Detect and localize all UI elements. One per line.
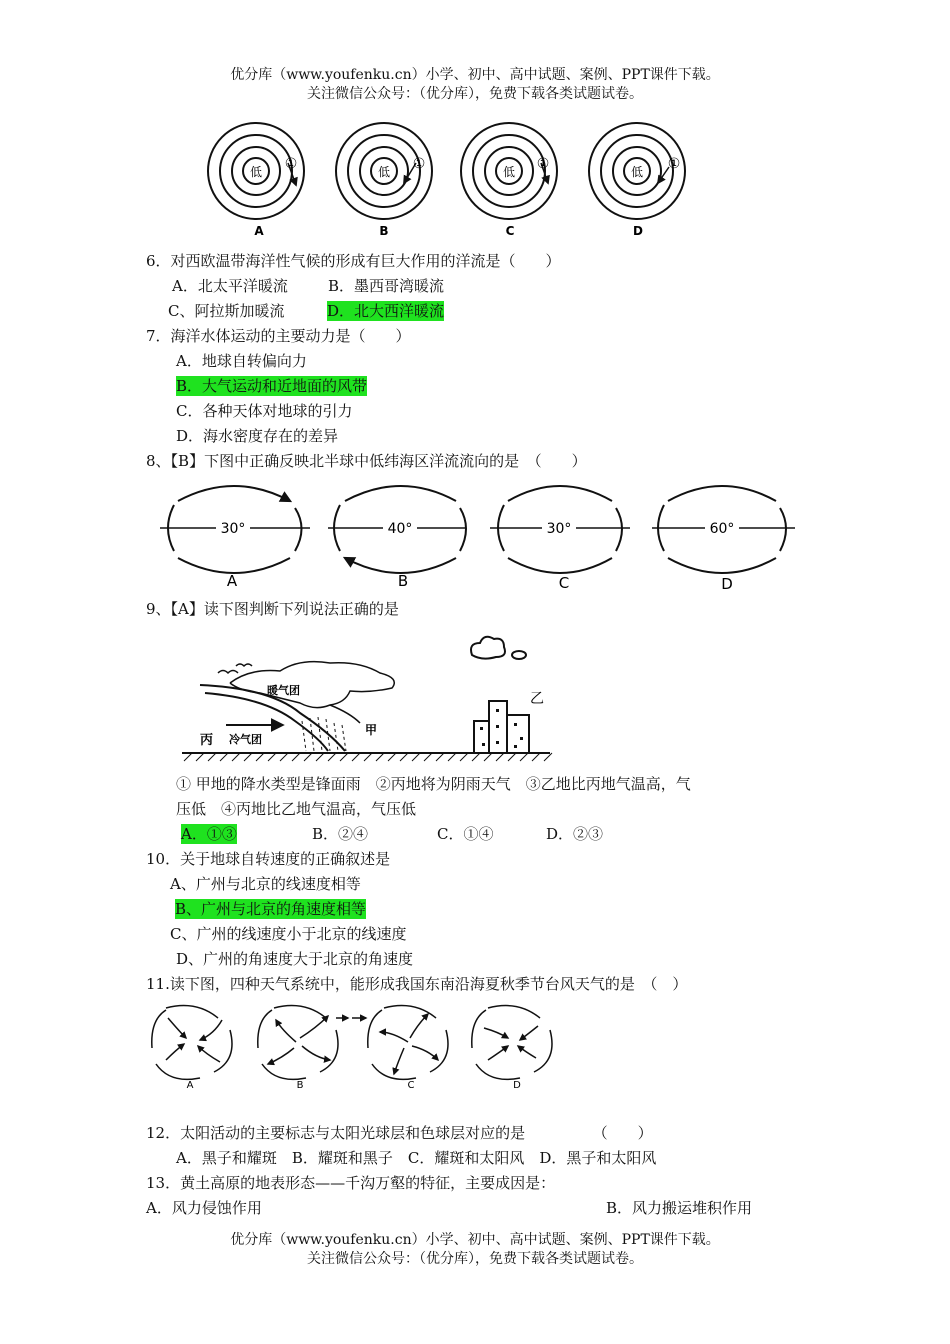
low-label-c: C (505, 224, 515, 238)
q9-stem: 9、【A】读下图判断下列说法正确的是 (146, 600, 399, 618)
low-marker-c: ① (536, 156, 550, 172)
gyre-label-c: C (558, 574, 570, 592)
q10-option-d: D、广州的角速度大于北京的角速度 (176, 950, 414, 968)
q10-option-b-answer: B、广州与北京的角速度相等 (175, 900, 367, 918)
q7-option-b-answer: B．大气运动和近地面的风带 (176, 377, 368, 395)
gyre-lat-b: 40° (387, 521, 413, 537)
low-label-a: A (254, 224, 264, 238)
gyre-lat-d: 60° (709, 521, 735, 537)
q12-stem: 12．太阳活动的主要标志与太阳光球层和色球层对应的是 （ ） (146, 1124, 653, 1142)
gyre-lat-a: 30° (220, 521, 246, 537)
ground-hatch (184, 753, 552, 761)
label-jia: 甲 (365, 723, 378, 737)
q10-option-a: A、广州与北京的线速度相等 (170, 875, 361, 893)
gyre-label-d: D (721, 575, 733, 593)
q9-option-c: C．①④ (437, 825, 494, 843)
q7-stem: 7．海洋水体运动的主要动力是（ ） (146, 327, 411, 345)
system-a (152, 1006, 232, 1080)
q13-option-b: B．风力搬运堆积作用 (606, 1199, 753, 1217)
q9-option-d: D．②③ (546, 825, 604, 843)
q6-option-b: B．墨西哥湾暖流 (328, 277, 445, 295)
q10-option-c: C、广州的线速度小于北京的线速度 (170, 925, 407, 943)
system-label-c: C (407, 1080, 415, 1091)
system-label-b: B (296, 1080, 304, 1091)
footer-line-1: 优分库（www.youfenku.cn）小学、初中、高中试题、案例、PPT课件下载。 (230, 1232, 720, 1248)
low-marker-a: ① (284, 156, 298, 172)
warm-cloud (230, 662, 394, 723)
q8-stem: 8、【B】下图中正确反映北半球中低纬海区洋流流向的是 （ ） (146, 452, 587, 470)
q13-option-a: A．风力侵蚀作用 (146, 1199, 262, 1217)
low-label-d: D (633, 224, 643, 238)
gyre-label-b: B (397, 572, 409, 590)
q7-option-c: C．各种天体对地球的引力 (176, 402, 353, 420)
low-marker-d: ① (667, 156, 681, 172)
system-label-d: D (513, 1080, 521, 1091)
q9-statements-line1: ① 甲地的降水类型是锋面雨 ②丙地将为阴雨天气 ③乙地比丙地气温高，气 (176, 775, 691, 793)
clouds-right (471, 637, 526, 659)
q6-option-c: C、阿拉斯加暖流 (168, 302, 285, 320)
figure-weather-systems (0, 998, 950, 1098)
low-center-b: 低 (377, 165, 391, 179)
q6-option-a: A．北太平洋暖流 (172, 277, 288, 295)
q13-stem: 13．黄土高原的地表形态——千沟万壑的特征，主要成因是： (146, 1174, 556, 1192)
figure-low-pressure (0, 125, 950, 245)
header-line-2: 关注微信公众号：（优分库），免费下载各类试题试卷。 (307, 86, 643, 102)
low-marker-b: ① (412, 156, 426, 172)
q9-option-b: B．②④ (312, 825, 369, 843)
q7-option-d: D．海水密度存在的差异 (176, 427, 339, 445)
label-yi: 乙 (530, 691, 544, 707)
label-bing: 丙 (200, 733, 214, 748)
system-label-a: A (186, 1080, 194, 1091)
q9-option-a-answer: A．①③ (181, 825, 237, 843)
q6-stem: 6．对西欧温带海洋性气候的形成有巨大作用的洋流是（ ） (146, 252, 561, 270)
low-center-d: 低 (630, 165, 644, 179)
birds (218, 664, 252, 673)
q6-option-d-answer: D．北大西洋暖流 (327, 302, 445, 320)
low-center-c: 低 (502, 165, 516, 179)
header-line-1: 优分库（www.youfenku.cn）小学、初中、高中试题、案例、PPT课件下载。 (230, 67, 720, 83)
low-center-a: 低 (249, 165, 263, 179)
system-d (472, 1006, 552, 1080)
label-warm-air: 暖气团 (267, 684, 300, 697)
footer-line-2: 关注微信公众号：（优分库），免费下载各类试题试卷。 (307, 1251, 643, 1267)
system-b (258, 1006, 348, 1080)
system-c (352, 1006, 448, 1080)
low-label-b: B (379, 224, 389, 238)
figure-front (0, 633, 950, 763)
q7-option-a: A．地球自转偏向力 (176, 352, 307, 370)
figure-ocean-currents (0, 473, 950, 598)
label-cold-air: 冷气团 (229, 733, 262, 746)
q11-stem: 11.读下图，四种天气系统中，能形成我国东南沿海夏秋季节台风天气的是 （ ） (146, 975, 688, 993)
q12-options: A．黑子和耀斑 B．耀斑和黑子 C．耀斑和太阳风 D．黑子和太阳风 (176, 1149, 657, 1167)
gyre-lat-c: 30° (546, 521, 572, 537)
q10-stem: 10．关于地球自转速度的正确叙述是 (146, 850, 391, 868)
q9-statements-line2: 压低 ④丙地比乙地气温高，气压低 (176, 800, 417, 818)
gyre-label-a: A (226, 572, 238, 590)
